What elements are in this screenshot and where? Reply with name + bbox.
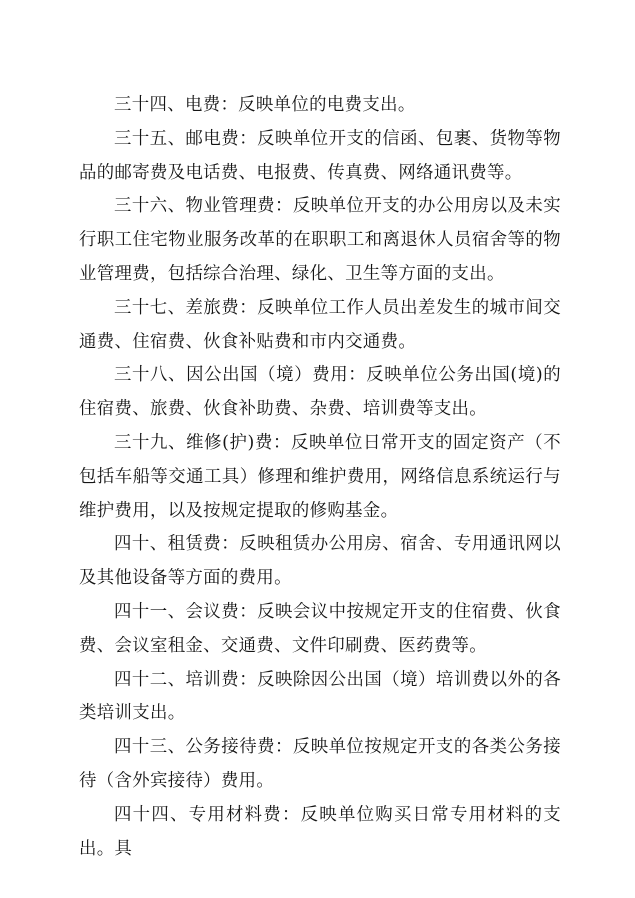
document-body xyxy=(79,89,561,866)
paragraph-special-materials: 四十四、专用材料费：反映单位购买日常专用材料的支出。具 xyxy=(79,804,561,859)
paragraph-electricity: 三十四、电费：反映单位的电费支出。 xyxy=(114,95,416,115)
paragraph-travel: 三十七、差旅费：反映单位工作人员出差发生的城市间交通费、住宿费、伙食补贴费和市内交通费。 xyxy=(79,297,561,352)
paragraph-meeting: 四十一、会议费：反映会议中按规定开支的住宿费、伙食费、会议室租金、交通费、文件印刷费、医药费等。 xyxy=(79,601,561,656)
paragraph-training: 四十二、培训费：反映除因公出国（境）培训费以外的各类培训支出。 xyxy=(79,669,561,724)
paragraph-overseas-travel: 三十八、因公出国（境）费用：反映单位公务出国(境)的住宿费、旅费、伙食补助费、杂费、培训费等支出。 xyxy=(79,365,561,420)
paragraph-reception: 四十三、公务接待费：反映单位按规定开支的各类公务接待（含外宾接待）费用。 xyxy=(79,737,561,791)
paragraph-maintenance: 三十九、维修(护)费：反映单位日常开支的固定资产（不包括车船等交通工具）修理和维护费用，网络信息系统运行与维护费用，以及按规定提取的修购基金。 xyxy=(79,432,561,521)
paragraph-property-management: 三十六、物业管理费：反映单位开支的办公用房以及未实行职工住宅物业服务改革的在职职工和离退休人员宿舍等的物业管理费，包括综合治理、绿化、卫生等方面的支出。 xyxy=(79,196,561,284)
paragraph-rental: 四十、租赁费：反映租赁办公用房、宿舍、专用通讯网以及其他设备等方面的费用。 xyxy=(79,534,561,589)
paragraph-post-telecom: 三十五、邮电费：反映单位开支的信函、包裹、货物等物品的邮寄费及电话费、电报费、传真费、网络通讯费等。 xyxy=(79,128,561,183)
